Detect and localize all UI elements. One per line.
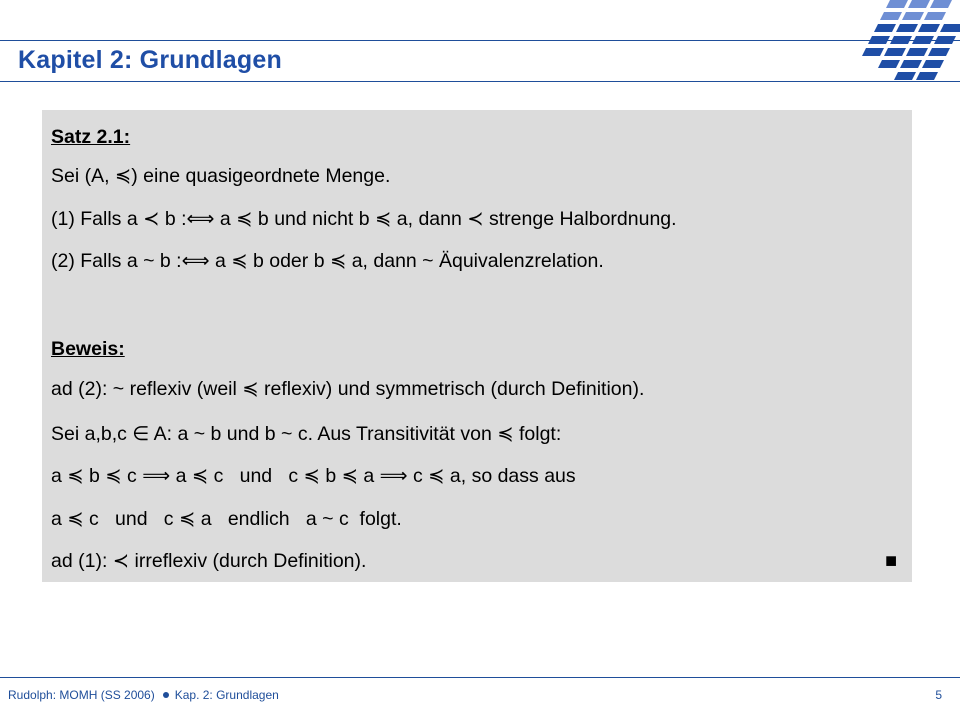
footer-chapter: Kap. 2: Grundlagen: [174, 688, 279, 702]
proof-heading: Beweis:: [51, 338, 125, 360]
theorem-heading: Satz 2.1:: [51, 126, 131, 148]
bullet-icon: [163, 692, 169, 698]
university-logo-icon: [820, 0, 960, 90]
theorem-line: Sei (A, ≼) eine quasigeordnete Menge.: [51, 165, 391, 187]
proof-line: Sei a,b,c ∈ A: a ~ b und b ~ c. Aus Transitivität von ≼ folgt:: [51, 423, 562, 445]
theorem-line: (2) Falls a ~ b :⟺ a ≼ b oder b ≼ a, dann ~ Äquivalenzrelation.: [51, 250, 604, 272]
header-bottom-rule: [0, 81, 960, 82]
page-number: 5: [935, 688, 942, 702]
footer: [8, 688, 279, 702]
header-top-rule: [0, 40, 960, 41]
theorem-box: [42, 110, 912, 582]
proof-line: ad (1): ≺ irreflexiv (durch Definition).: [51, 550, 367, 572]
proof-line: a ≼ b ≼ c ⟹ a ≼ c und c ≼ b ≼ a ⟹ c ≼ a, so dass aus: [51, 465, 576, 487]
qed-symbol: ■: [885, 550, 898, 572]
slide-title: Kapitel 2: Grundlagen: [18, 46, 282, 74]
proof-line: ad (2): ~ reflexiv (weil ≼ reflexiv) und symmetrisch (durch Definition).: [51, 378, 645, 400]
footer-rule: [0, 677, 960, 678]
theorem-line: (1) Falls a ≺ b :⟺ a ≼ b und nicht b ≼ a, dann ≺ strenge Halbordnung.: [51, 208, 677, 230]
footer-author: Rudolph: MOMH (SS 2006): [8, 688, 155, 702]
proof-line: a ≼ c und c ≼ a endlich a ~ c folgt.: [51, 508, 402, 530]
